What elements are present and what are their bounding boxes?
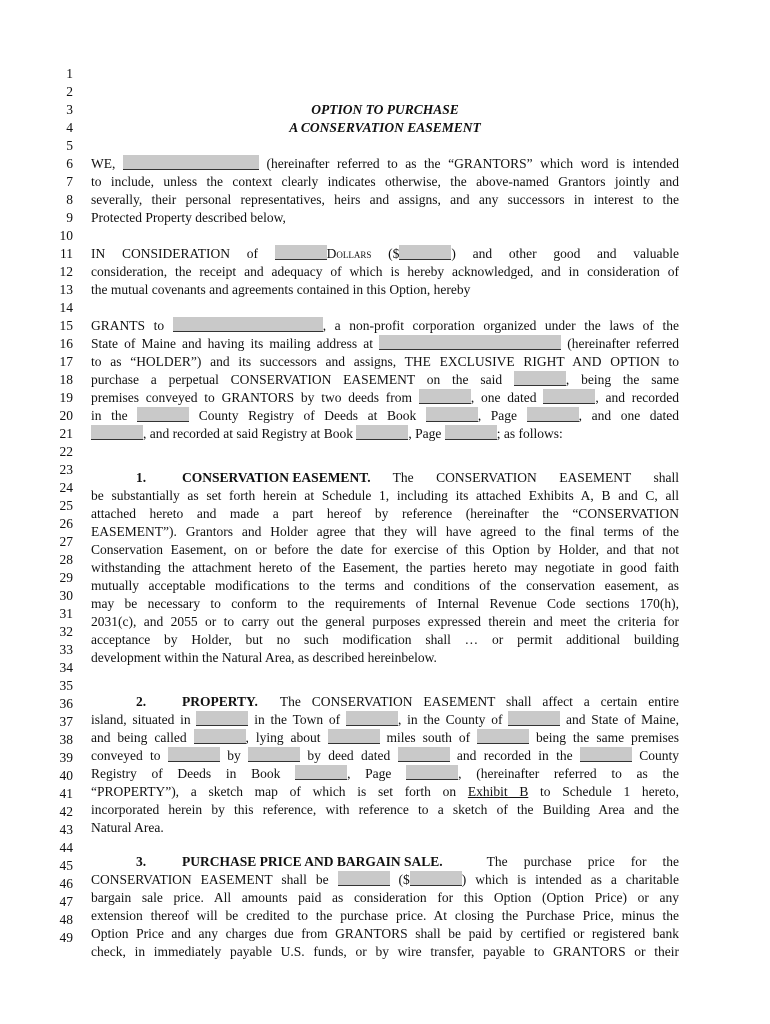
text-line: WE, (hereinafter referred to as the “GRANTORS” which word is intended <box>91 156 679 171</box>
text-line: island, situated in in the Town of , in the County of and State of Maine, <box>91 712 679 727</box>
deed-dated-field[interactable] <box>398 747 450 762</box>
conveyed-by-field[interactable] <box>248 747 300 762</box>
registry-book-field[interactable] <box>295 765 347 780</box>
second-deed-date-field[interactable] <box>91 425 143 440</box>
line-number: 19 <box>59 390 73 405</box>
text-line: mutually acceptable modifications to the terms and conditions of the conservation easement, as <box>91 578 679 593</box>
line-number: 15 <box>59 318 73 333</box>
island-name-field[interactable] <box>194 729 246 744</box>
text-line: GRANTS to , a non-profit corporation organized under the laws of the <box>91 318 679 333</box>
section-number: 2. <box>136 694 147 709</box>
second-page-field[interactable] <box>445 425 497 440</box>
reference-place-field[interactable] <box>477 729 529 744</box>
county-of-field[interactable] <box>508 711 560 726</box>
text-line: extension thereof will be credited to the purchase price. At closing the Purchase Price, minus the <box>91 908 679 923</box>
text-line: Protected Property described below, <box>91 210 286 225</box>
line-number: 37 <box>59 714 73 729</box>
line-number: 39 <box>59 750 73 765</box>
island-location-field[interactable] <box>196 711 248 726</box>
book-field[interactable] <box>426 407 478 422</box>
text-line: , and recorded at said Registry at Book , Page ; as follows: <box>91 425 679 443</box>
section-2-heading-line: 2. PROPERTY. The CONSERVATION EASEMENT shall affect a certain entire <box>91 693 679 711</box>
line-number: 4 <box>66 120 73 135</box>
line-number: 35 <box>59 678 73 693</box>
line-number: 49 <box>59 930 73 945</box>
line-number: 14 <box>59 300 73 315</box>
text-line: “PROPERTY”), a sketch map of which is set forth on Exhibit B to Schedule 1 hereto, <box>91 784 680 799</box>
section-3-heading-line: 3. PURCHASE PRICE AND BARGAIN SALE. The purchase price for the <box>91 853 679 871</box>
line-number: 12 <box>59 264 73 279</box>
line-number: 21 <box>59 426 73 441</box>
line-number: 36 <box>59 696 73 711</box>
town-field[interactable] <box>346 711 398 726</box>
text-line: severally, their personal representatives, heirs and assigns, and any successors in interest to the <box>91 192 679 207</box>
line-number: 16 <box>59 336 73 351</box>
section-1-heading-line: 1. CONSERVATION EASEMENT. The CONSERVATION EASEMENT shall <box>91 469 679 487</box>
text-line: 2031(c), and 2055 or to carry out the general purposes expressed therein and meet the criteria for <box>91 614 679 629</box>
line-number: 31 <box>59 606 73 621</box>
line-number: 22 <box>59 444 73 459</box>
text-line: Conservation Easement, on or before the date for exercise of this Option by Holder, and that not <box>91 542 679 557</box>
text-line: and being called , lying about miles south of being the same premises <box>91 730 679 745</box>
text-line: bargain sale price. All amounts paid as consideration for this Option (Option Price) or any <box>91 890 679 905</box>
section-number: 3. <box>136 854 147 869</box>
line-number: 29 <box>59 570 73 585</box>
line-number: 32 <box>59 624 73 639</box>
line-number: 33 <box>59 642 73 657</box>
line-number: 13 <box>59 282 73 297</box>
consideration-amount-field[interactable] <box>399 245 451 260</box>
conveyed-to-field[interactable] <box>168 747 220 762</box>
text-line: may be necessary to conform to the requirements of Internal Revenue Code sections 170(h), <box>91 596 679 611</box>
line-number: 17 <box>59 354 73 369</box>
line-number: 48 <box>59 912 73 927</box>
text-line: EASEMENT”). Grantors and Holder agree that they will have agreed to the final terms of the <box>91 524 679 539</box>
text-line: premises conveyed to GRANTORS by two deeds from , one dated , and recorded <box>91 390 680 405</box>
text-line: attached hereto and made a part hereof by reference (hereinafter the “CONSERVATION <box>91 506 679 521</box>
exhibit-b-link[interactable]: Exhibit B <box>467 784 529 799</box>
line-number: 18 <box>59 372 73 387</box>
deed-grantor-field[interactable] <box>419 389 471 404</box>
line-number: 2 <box>66 84 73 99</box>
text-line: Natural Area. <box>91 820 164 835</box>
line-number: 46 <box>59 876 73 891</box>
consideration-words-field[interactable] <box>275 245 327 260</box>
text-line: Registry of Deeds in Book , Page , (hereinafter referred to as the <box>91 766 679 781</box>
line-number: 3 <box>66 102 73 117</box>
second-book-field[interactable] <box>356 425 408 440</box>
deed-date-field[interactable] <box>543 389 595 404</box>
line-number: 40 <box>59 768 73 783</box>
line-number: 10 <box>59 228 73 243</box>
line-number: 28 <box>59 552 73 567</box>
line-number: 1 <box>66 66 73 81</box>
purchase-price-amount-field[interactable] <box>410 871 462 886</box>
line-number: 26 <box>59 516 73 531</box>
holder-address-field[interactable] <box>379 335 561 350</box>
purchase-price-words-field[interactable] <box>338 871 390 886</box>
text-line: incorporated herein by this reference, with reference to a sketch of the Building Area and the <box>91 802 679 817</box>
text-line: Option Price and any charges due from GRANTORS shall be paid by certified or registered bank <box>91 926 679 941</box>
line-number: 45 <box>59 858 73 873</box>
text-line: in the County Registry of Deeds at Book , Page , and one dated <box>91 408 680 423</box>
line-number: 34 <box>59 660 73 675</box>
line-number: 47 <box>59 894 73 909</box>
text-line: IN CONSIDERATION of Dollars ($ ) and other good and valuable <box>91 246 679 261</box>
text-line: check, in immediately payable U.S. funds, or by wire transfer, payable to GRANTORS or their <box>91 944 679 959</box>
line-number: 8 <box>66 192 73 207</box>
registry-county-field[interactable] <box>580 747 632 762</box>
line-number: 25 <box>59 498 73 513</box>
line-number: 42 <box>59 804 73 819</box>
text-line: to as “HOLDER”) and its successors and assigns, THE EXCLUSIVE RIGHT AND OPTION to <box>91 354 679 369</box>
line-number: 27 <box>59 534 73 549</box>
line-number: 43 <box>59 822 73 837</box>
county-field[interactable] <box>137 407 189 422</box>
line-number: 44 <box>59 840 73 855</box>
property-name-field[interactable] <box>514 371 566 386</box>
line-number: 7 <box>66 174 73 189</box>
line-number: 41 <box>59 786 73 801</box>
text-line: withstanding the attachment hereto of the Easement, the parties hereto may negotiate in good faith <box>91 560 679 575</box>
line-number: 38 <box>59 732 73 747</box>
text-line: the mutual covenants and agreements contained in this Option, hereby <box>91 282 471 297</box>
line-number: 11 <box>60 246 73 261</box>
page-field[interactable] <box>527 407 579 422</box>
line-number: 5 <box>66 138 73 153</box>
text-line: purchase a perpetual CONSERVATION EASEMENT on the said , being the same <box>91 372 679 387</box>
text-line: to include, unless the context clearly indicates otherwise, the above-named Grantors jointly and <box>91 174 679 189</box>
document-subtitle: A CONSERVATION EASEMENT <box>289 120 481 135</box>
miles-field[interactable] <box>328 729 380 744</box>
text-line: development within the Natural Area, as described hereinbelow. <box>91 650 437 665</box>
registry-page-field[interactable] <box>406 765 458 780</box>
line-number: 6 <box>66 156 73 171</box>
document-title: OPTION TO PURCHASE <box>311 102 459 117</box>
text-line: State of Maine and having its mailing address at (hereinafter referred <box>91 336 679 351</box>
text-line: acceptance by Holder, but no such modification shall … or permit additional building <box>91 632 679 647</box>
section-heading: CONSERVATION EASEMENT. <box>182 470 371 485</box>
line-number: 20 <box>59 408 73 423</box>
section-number: 1. <box>136 470 147 485</box>
holder-name-field[interactable] <box>173 317 323 332</box>
line-number: 23 <box>59 462 73 477</box>
line-number: 24 <box>59 480 73 495</box>
grantors-name-field[interactable] <box>123 155 259 170</box>
text-line: be substantially as set forth herein at Schedule 1, including its attached Exhibits A, B and C, all <box>91 488 679 503</box>
section-heading: PURCHASE PRICE AND BARGAIN SALE. <box>182 854 443 869</box>
text-line: CONSERVATION EASEMENT shall be ($ ) which is intended as a charitable <box>91 872 679 887</box>
text-line: conveyed to by by deed dated and recorded in the County <box>91 748 680 763</box>
line-number: 30 <box>59 588 73 603</box>
line-number: 9 <box>66 210 73 225</box>
section-heading: PROPERTY. <box>182 694 258 709</box>
text-line: consideration, the receipt and adequacy of which is hereby acknowledged, and in consideration of <box>91 264 679 279</box>
